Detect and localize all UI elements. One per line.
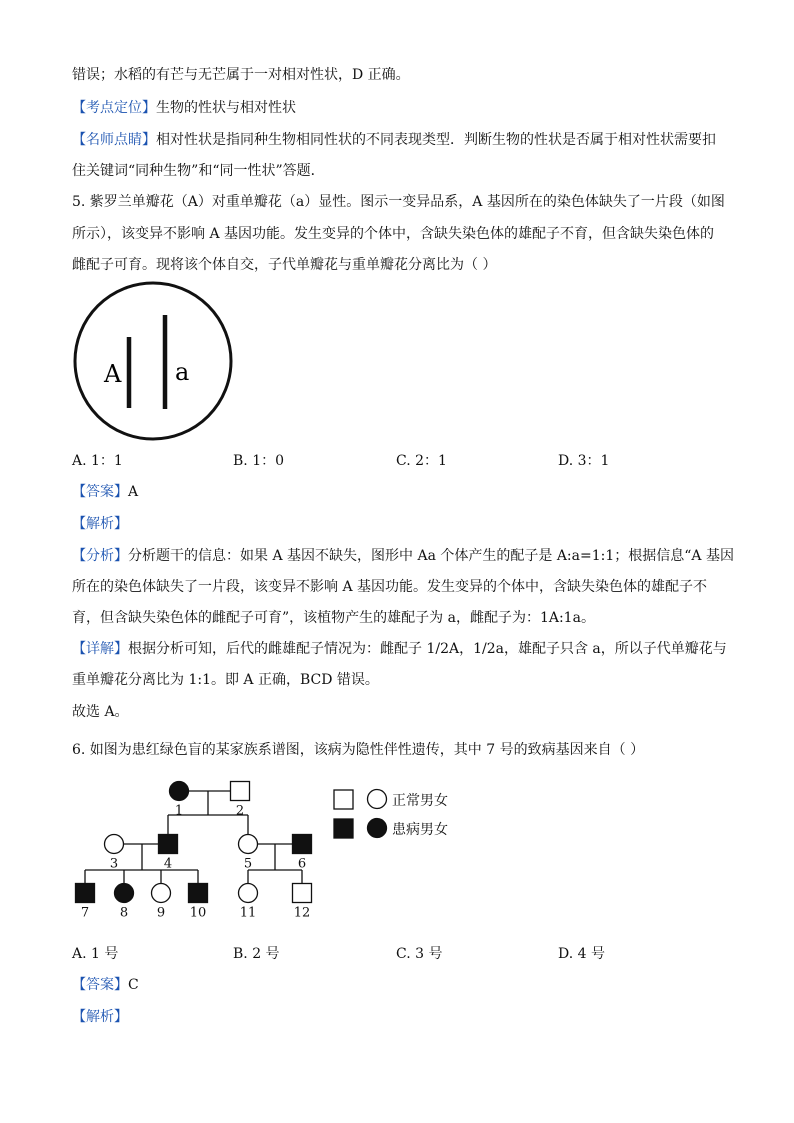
pedigree-individual-8 — [115, 884, 134, 903]
mingshi-tag: 【名师点睛】 — [72, 132, 156, 148]
q5-option-a: A. 1：1 — [72, 453, 123, 469]
q5-answer-tag: 【答案】 — [72, 484, 128, 500]
pedigree-label-5: 5 — [243, 856, 253, 872]
pedigree-individual-3 — [105, 835, 124, 854]
legend-affected-male — [334, 819, 353, 838]
q6-answer-tag: 【答案】 — [72, 977, 128, 993]
pedigree-individual-2 — [231, 782, 250, 801]
kaodian-tag: 【考点定位】 — [72, 100, 156, 116]
gene-label-a: a — [175, 358, 190, 386]
q5-fenxi-line-2: 所在的染色体缺失了一片段，该变异不影响 A 基因功能。发生变异的个体中，含缺失染色体的雄配子不 — [72, 579, 708, 595]
q5-jiexi-tag: 【解析】 — [72, 516, 128, 532]
legend-normal-label: 正常男女 — [392, 793, 448, 809]
pedigree-individual-6 — [293, 835, 312, 854]
pedigree-label-2: 2 — [235, 803, 245, 819]
pedigree-individual-9 — [152, 884, 171, 903]
q5-stem-2: 所示），该变异不影响 A 基因功能。发生变异的个体中，含缺失染色体的雄配子不育，但含缺失染色体的 — [72, 226, 715, 242]
q5-fenxi-line-3: 育，但含缺失染色体的雌配子可育”，该植物产生的雄配子为 a，雌配子为：1A:1a。 — [72, 610, 595, 626]
q5-option-b: B. 1：0 — [233, 453, 285, 469]
pedigree-label-4: 4 — [163, 856, 173, 872]
q5-xiangjie-text-1: 根据分析可知，后代的雌雄配子情况为：雌配子 1/2A，1/2a，雄配子只含 a，所以子代单瓣花与 — [128, 641, 727, 657]
q6-option-c: C. 3 号 — [396, 946, 443, 962]
gene-label-A: A — [104, 360, 122, 388]
pedigree-individual-7 — [76, 884, 95, 903]
q5-fenxi-tag: 【分析】 — [72, 548, 128, 564]
legend-normal-male — [334, 790, 353, 809]
q5-option-c: C. 2：1 — [396, 453, 447, 469]
pedigree-label-6: 6 — [297, 856, 307, 872]
q5-stem-1: 5. 紫罗兰单瓣花（A）对重单瓣花（a）显性。图示一变异品系，A 基因所在的染色体缺失了一片段（如图 — [72, 194, 725, 210]
q5-stem-3: 雌配子可育。现将该个体自交，子代单瓣花与重单瓣花分离比为（ ） — [72, 257, 497, 273]
mingshi-line-2: 住关键词“同种生物”和“同一性状”答题． — [72, 163, 325, 179]
q5-option-d: D. 3：1 — [558, 453, 610, 469]
pedigree-individual-1 — [170, 782, 189, 801]
pedigree-label-8: 8 — [119, 905, 129, 921]
q6-option-d: D. 4 号 — [558, 946, 605, 962]
pedigree-label-1: 1 — [174, 803, 184, 819]
pedigree-label-7: 7 — [80, 905, 90, 921]
pedigree-label-9: 9 — [156, 905, 166, 921]
q5-fenxi-line-1 — [72, 546, 734, 566]
q5-chromosome-figure — [75, 283, 231, 439]
pedigree-legend — [334, 790, 387, 839]
legend-normal-female — [368, 790, 387, 809]
pedigree-symbols — [76, 782, 312, 921]
pedigree-individual-11 — [239, 884, 258, 903]
q5-answer-line — [72, 482, 138, 502]
mingshi-text-1: 相对性状是指同种生物相同性状的不同表现类型．判断生物的性状是否属于相对性状需要扣 — [156, 132, 716, 148]
legend-affected-label: 患病男女 — [392, 822, 448, 838]
q5-conclusion: 故选 A。 — [72, 704, 129, 720]
q5-xiangjie-line-2: 重单瓣花分离比为 1:1。即 A 正确，BCD 错误。 — [72, 672, 379, 688]
pedigree-individual-5 — [239, 835, 258, 854]
pedigree-individual-10 — [189, 884, 208, 903]
intro-line-1: 错误；水稻的有芒与无芒属于一对相对性状，D 正确。 — [72, 67, 410, 83]
pedigree-label-12: 12 — [293, 905, 311, 921]
q6-stem: 6. 如图为患红绿色盲的某家族系谱图，该病为隐性伴性遗传，其中 7 号的致病基因来自（ ） — [72, 742, 645, 758]
kaodian-text: 生物的性状与相对性状 — [156, 100, 296, 116]
q6-option-a: A. 1 号 — [72, 946, 119, 962]
pedigree-label-10: 10 — [189, 905, 207, 921]
pedigree-label-3: 3 — [109, 856, 119, 872]
pedigree-label-11: 11 — [239, 905, 257, 921]
q5-answer: A — [128, 484, 139, 500]
legend-affected-female — [368, 819, 387, 838]
q6-answer-line — [72, 975, 139, 995]
q5-xiangjie-line-1 — [72, 639, 727, 659]
q5-xiangjie-tag: 【详解】 — [72, 641, 128, 657]
pedigree-individual-12 — [293, 884, 312, 903]
q6-jiexi-tag: 【解析】 — [72, 1009, 128, 1025]
q6-option-b: B. 2 号 — [233, 946, 280, 962]
pedigree-individual-4 — [159, 835, 178, 854]
cell-outline — [75, 283, 231, 439]
q5-fenxi-text-1: 分析题干的信息：如果 A 基因不缺失，图形中 Aa 个体产生的配子是 A:a=1:1；根据信息“A 基因 — [128, 548, 734, 564]
q6-answer: C — [128, 977, 139, 993]
